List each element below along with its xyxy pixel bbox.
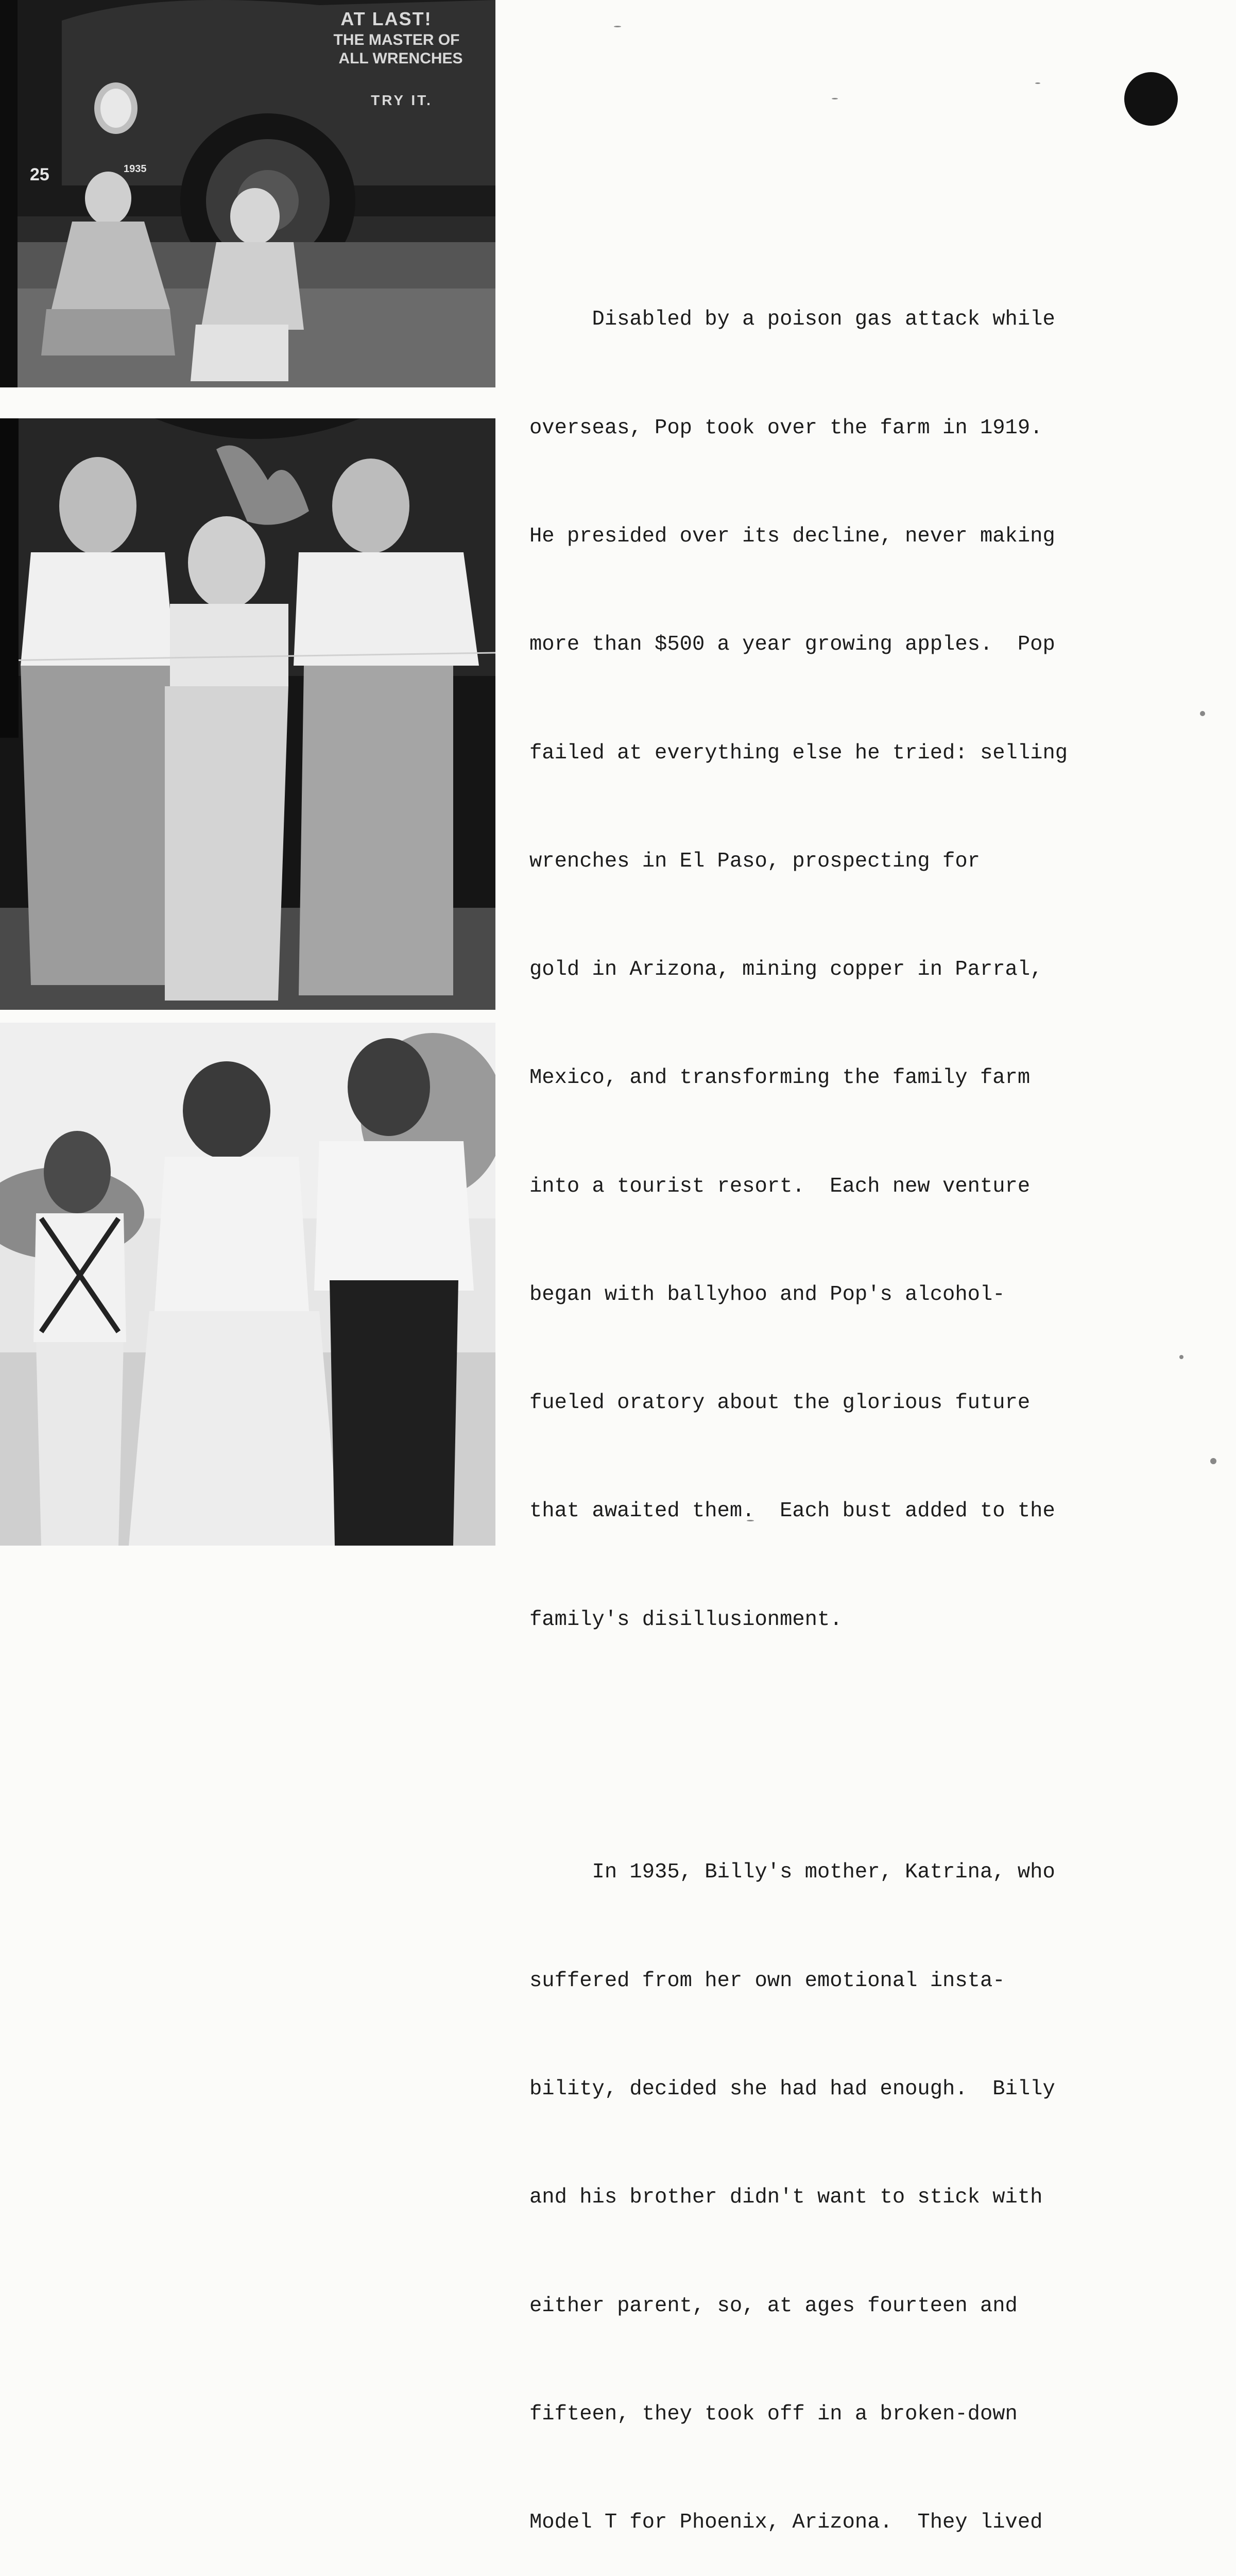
- speck: [1179, 1355, 1183, 1359]
- speck: [1035, 82, 1040, 84]
- text-line: gold in Arizona, mining copper in Parral,: [529, 958, 1043, 982]
- paragraph-1: [529, 229, 1147, 1710]
- text-line: family's disillusionment.: [529, 1607, 843, 1632]
- license-plate-right: 1935: [124, 163, 147, 175]
- text-line: Mexico, and transforming the family farm: [529, 1066, 1031, 1090]
- text-line: In 1935, Billy's mother, Katrina, who: [529, 1860, 1055, 1885]
- text-line: Disabled by a poison gas attack while: [529, 308, 1055, 332]
- speck: [832, 98, 838, 99]
- text-line: that awaited them. Each bust added to the: [529, 1499, 1055, 1523]
- truck-sign-line-1: AT LAST!: [340, 8, 432, 29]
- text-line: more than $500 a year growing apples. Pop: [529, 633, 1055, 657]
- speck: [1200, 711, 1205, 716]
- truck-sign-line-2: THE MASTER OF: [333, 31, 460, 48]
- text-line: suffered from her own emotional insta-: [529, 1969, 1005, 1993]
- text-line: into a tourist resort. Each new venture: [529, 1174, 1031, 1198]
- license-plate-left: 25: [30, 165, 49, 184]
- text-line: fifteen, they took off in a broken-down: [529, 2402, 1018, 2426]
- text-line: fueled oratory about the glorious future: [529, 1391, 1031, 1415]
- text-line: overseas, Pop took over the farm in 1919.: [529, 416, 1043, 440]
- text-line: bility, decided she had had enough. Billy: [529, 2077, 1055, 2101]
- truck-sign-line-3: ALL WRENCHES: [338, 50, 463, 67]
- text-line: He presided over its decline, never making: [529, 524, 1055, 548]
- ink-blot: [1124, 72, 1178, 126]
- typewritten-body-text: [529, 157, 1147, 2576]
- text-line: Model T for Phoenix, Arizona. They lived: [529, 2511, 1043, 2535]
- photo-boys-with-truck: [0, 0, 495, 387]
- photo-three-children-standing: [0, 418, 495, 1010]
- speck: [1210, 1458, 1216, 1464]
- text-line: failed at everything else he tried: selling: [529, 741, 1068, 765]
- truck-sign-line-4: TRY IT.: [371, 92, 433, 108]
- text-line: wrenches in El Paso, prospecting for: [529, 849, 980, 873]
- photo-three-children-outdoors: [0, 1023, 495, 1546]
- paragraph-2: [529, 1782, 1147, 2576]
- text-line: either parent, so, at ages fourteen and: [529, 2294, 1018, 2318]
- speck: [614, 26, 621, 27]
- text-line: began with ballyhoo and Pop's alcohol-: [529, 1282, 1005, 1307]
- text-line: and his brother didn't want to stick with: [529, 2185, 1043, 2210]
